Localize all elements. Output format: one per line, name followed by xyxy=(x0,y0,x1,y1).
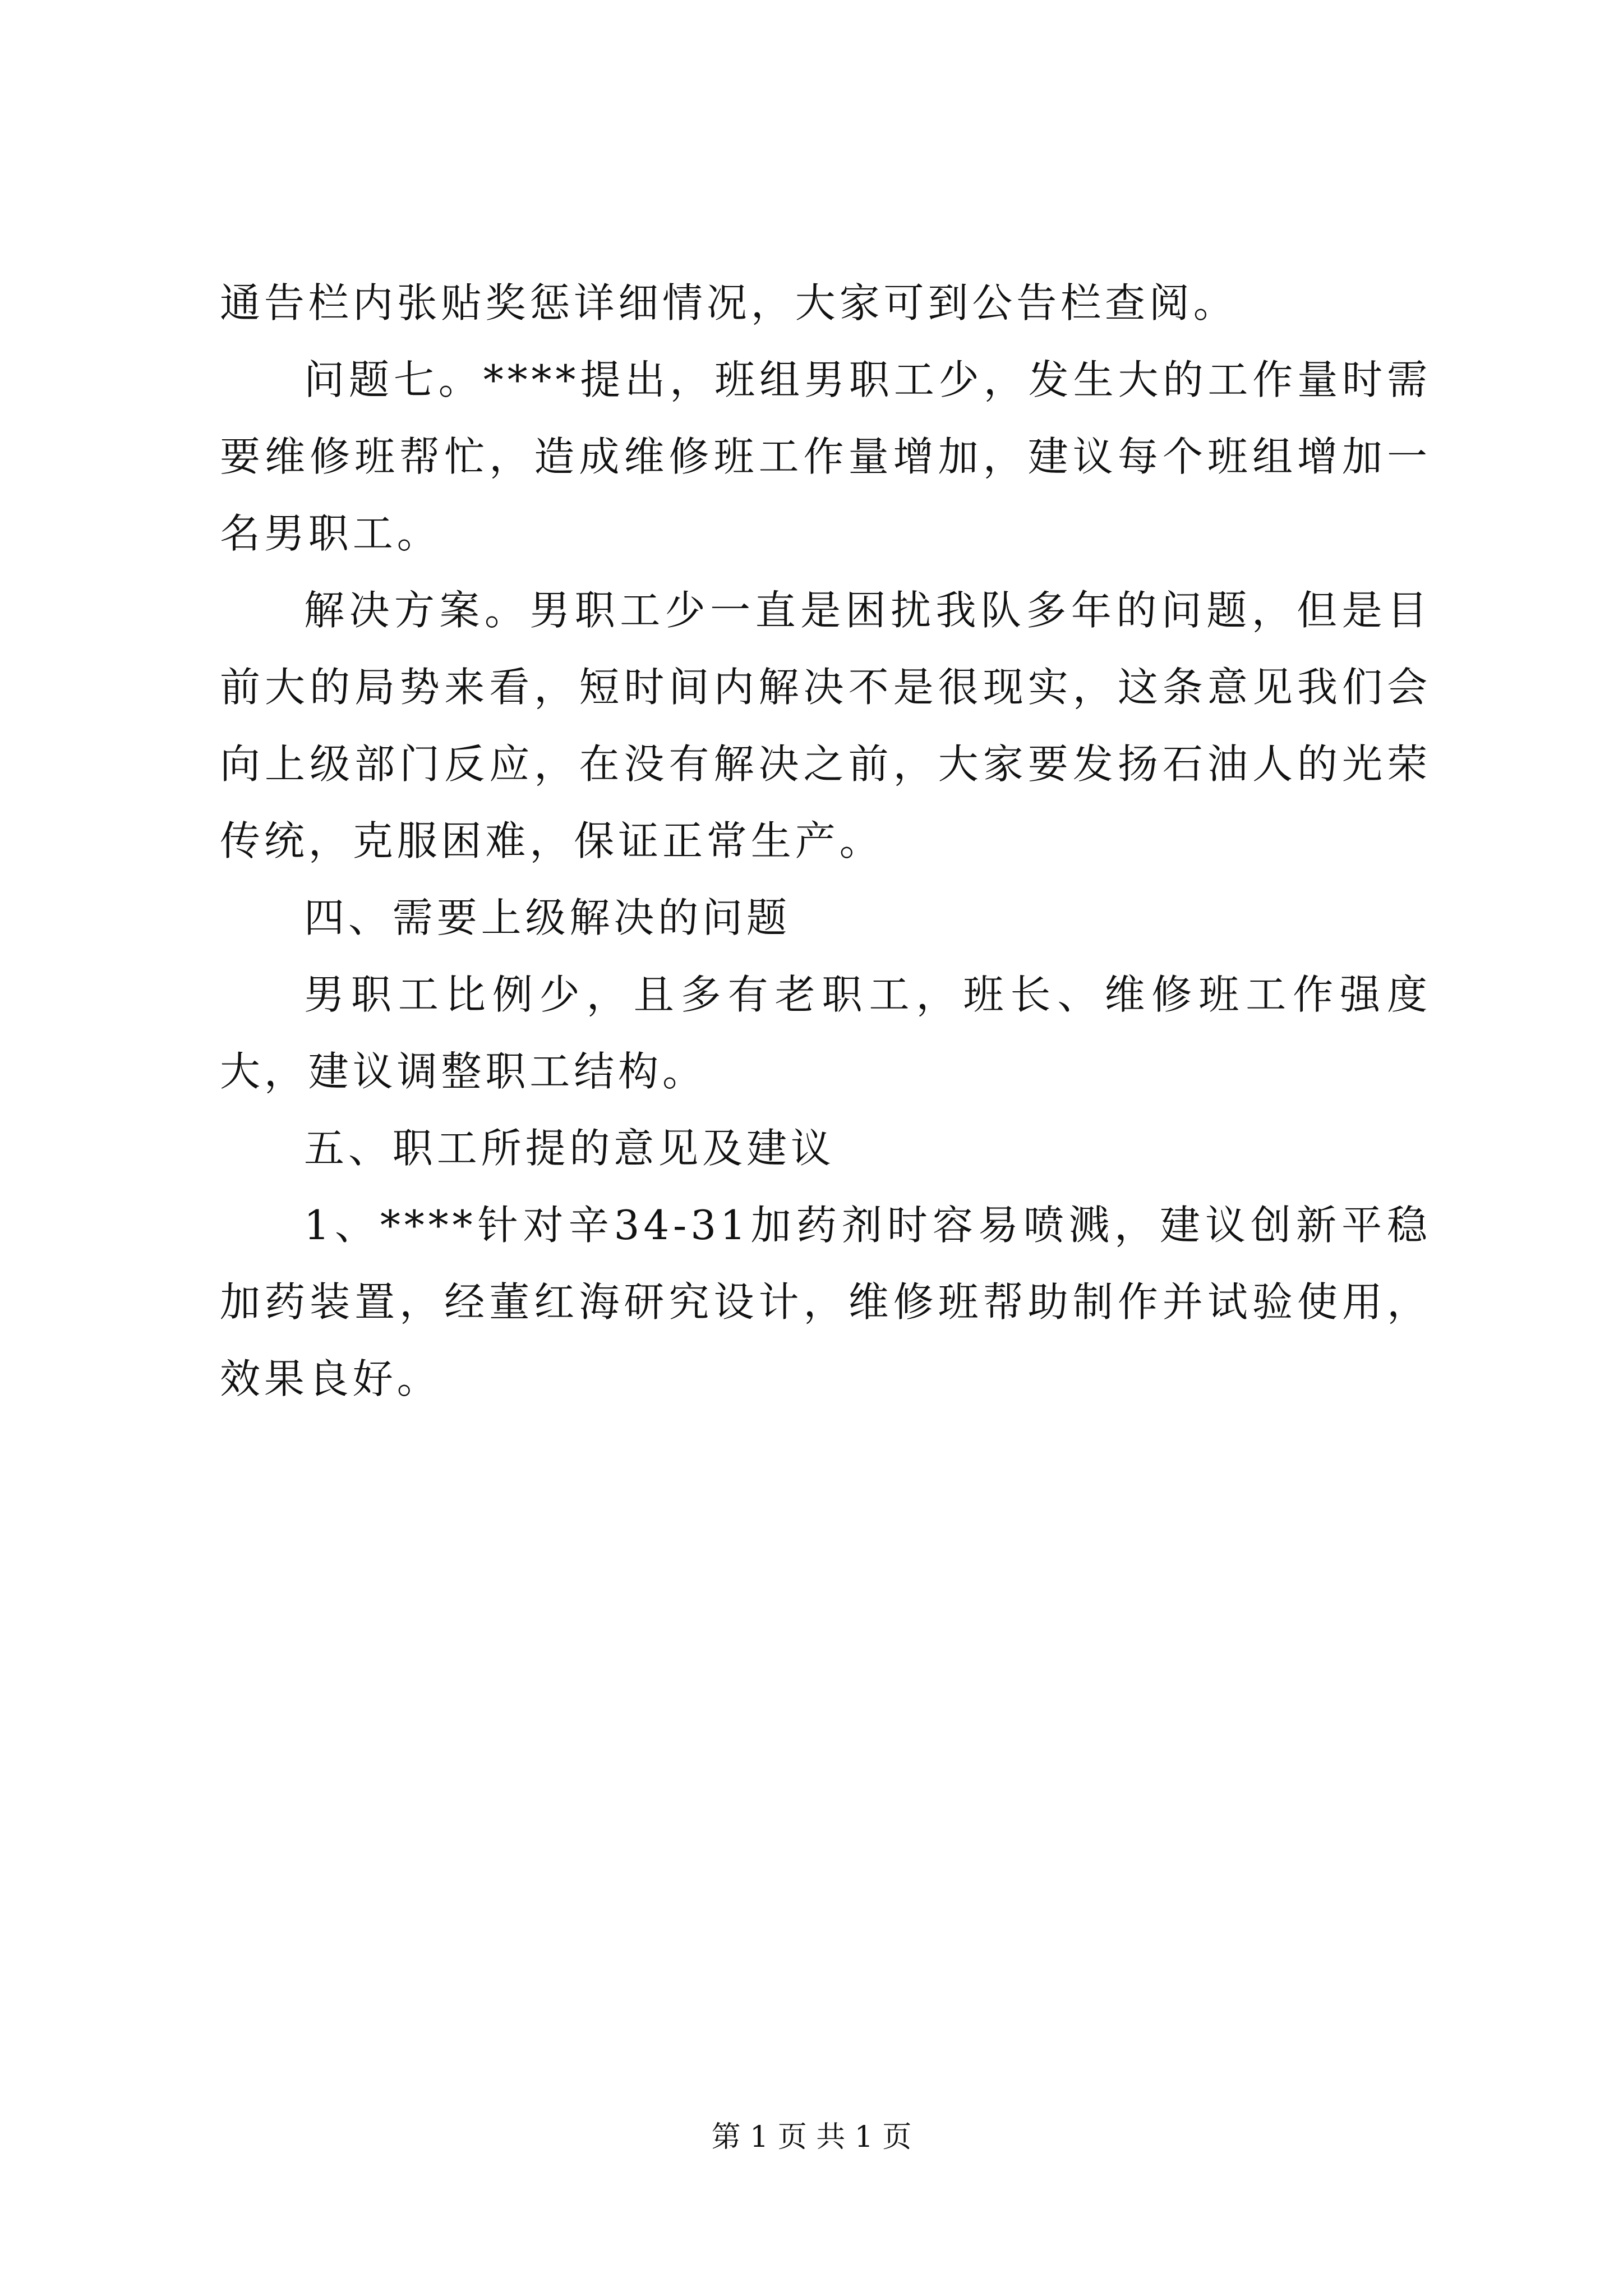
paragraph-notice-board: 通告栏内张贴奖惩详细情况，大家可到公告栏查阅。 xyxy=(220,279,1238,326)
paragraph-solution: 解决方案。男职工少一直是困扰我队多年的问题，但是目前大的局势来看，短时间内解决不是很现实，这条意见我们会向上级部门反应，在没有解决之前，大家要发扬石油人的光荣传统，克服困难，保证正常生产。 xyxy=(220,587,1431,864)
paragraph-higher-level-issue: 男职工比例少，且多有老职工，班长、维修班工作强度大，建议调整职工结构。 xyxy=(220,971,1431,1095)
section-heading-four: 四、需要上级解决的问题 xyxy=(304,894,791,941)
document-body xyxy=(220,265,1431,1418)
page-footer: 第 1 页 共 1 页 xyxy=(711,2120,912,2154)
paragraph-suggestion-one: 1、****针对辛34-31加药剂时容易喷溅，建议创新平稳加药装置，经董红海研究设计，维修班帮助制作并试验使用，效果良好。 xyxy=(220,1202,1431,1402)
section-heading-five: 五、职工所提的意见及建议 xyxy=(304,1125,835,1172)
paragraph-issue-seven: 问题七。****提出，班组男职工少，发生大的工作量时需要维修班帮忙，造成维修班工作量增加，建议每个班组增加一名男职工。 xyxy=(220,356,1431,557)
